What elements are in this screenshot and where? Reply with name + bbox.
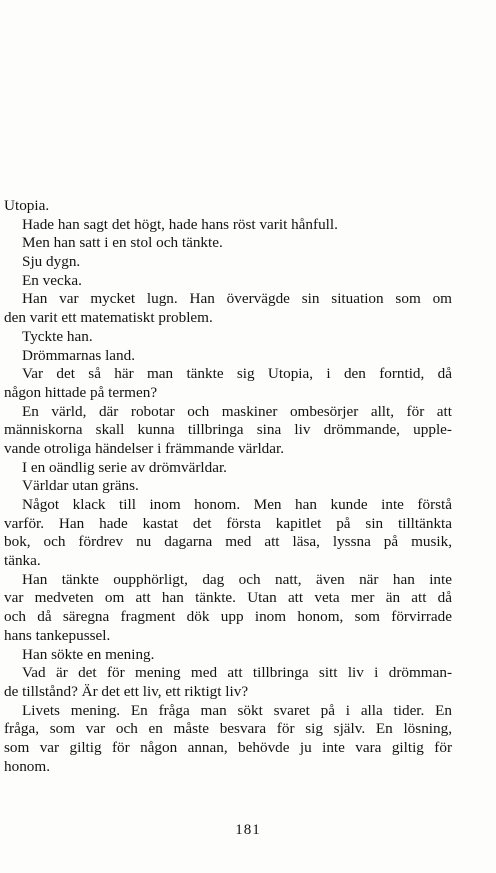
text-line: den varit ett matematiskt problem.: [4, 309, 213, 327]
text-line: varför. Han hade kastat det första kapitlet på sin tilltänkta: [4, 514, 452, 532]
page-number: 181: [235, 822, 261, 838]
text-line: Tyckte han.: [22, 327, 93, 345]
text-line: honom.: [4, 757, 50, 775]
text-line: En vecka.: [22, 271, 82, 289]
text-line: Hade han sagt det högt, hade hans röst varit hånfull.: [22, 215, 338, 233]
text-line: Var det så här man tänkte sig Utopia, i den forntid, då: [22, 365, 452, 383]
text-line: bok, och fördrev nu dagarna med att läsa, lyssna på musik,: [4, 533, 452, 551]
text-line: Livets mening. En fråga man sökt svaret på i alla tider. En: [22, 701, 452, 719]
text-line: var medveten om att han tänkte. Utan att veta mer än att då: [4, 589, 452, 607]
text-line: Han sökte en mening.: [22, 645, 155, 663]
text-line: tänka.: [4, 552, 41, 570]
text-line: fråga, som var och en måste besvara för sig själv. En lösning,: [4, 720, 452, 738]
text-line: de tillstånd? Är det ett liv, ett riktigt liv?: [4, 682, 249, 700]
text-line: I en oändlig serie av drömvärldar.: [22, 458, 227, 476]
text-line: Han tänkte oupphörligt, dag och natt, även när han inte: [22, 570, 452, 588]
text-line: Drömmarnas land.: [22, 346, 136, 364]
text-line: Han var mycket lugn. Han övervägde sin situation som om: [22, 290, 452, 308]
body-text: [4, 197, 452, 776]
text-line: Vad är det för mening med att tillbringa sitt liv i drömman-: [22, 664, 452, 682]
text-line: Världar utan gräns.: [22, 477, 139, 495]
text-line: som var giltig för någon annan, behövde ju inte vara giltig för: [4, 738, 452, 756]
text-line: vande otroliga händelser i främmande världar.: [4, 439, 285, 457]
text-line: Sju dygn.: [22, 253, 81, 271]
text-line: och då säregna fragment dök upp inom honom, som förvirrade: [4, 608, 452, 626]
text-line: Men han satt i en stol och tänkte.: [22, 234, 223, 252]
text-line: En värld, där robotar och maskiner ombesörjer allt, för att: [22, 402, 452, 420]
text-line: hans tankepussel.: [4, 626, 111, 644]
text-line: Något klack till inom honom. Men han kunde inte förstå: [22, 496, 452, 513]
text-line: människorna skall kunna tillbringa sina liv drömmande, upple-: [4, 421, 452, 439]
text-line: Utopia.: [4, 197, 50, 214]
text-line: någon hittade på termen?: [4, 383, 158, 401]
